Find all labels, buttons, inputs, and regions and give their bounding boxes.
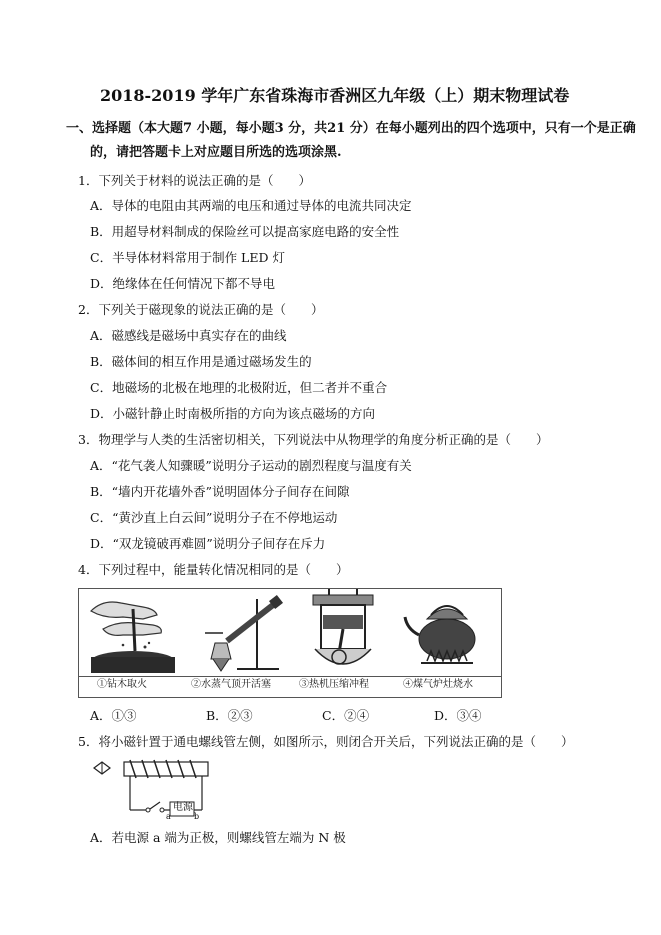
section-heading-line1: 一、选择题（本大题7 小题，每小题3 分，共21 分）在每小题列出的四个选项中，只有一个是正确 <box>66 121 636 136</box>
q5-stem: 5．将小磁针置于通电螺线管左侧，如图所示，则闭合开关后，下列说法正确的是（ ） <box>78 734 574 749</box>
q3-option-c: C．“黄沙直上白云间”说明分子在不停地运动 <box>90 510 338 525</box>
q2-option-c: C．地磁场的北极在地理的北极附近，但二者并不重合 <box>90 380 388 395</box>
q3-option-d: D．“双龙镜破再难圆”说明分子间存在斥力 <box>90 536 326 551</box>
figure-caption-2: ②水蒸气顶开活塞 <box>191 679 271 690</box>
energy-conversion-figure <box>78 588 502 698</box>
q4-option-c: C．②④ <box>322 708 370 723</box>
solenoid-circuit-figure <box>90 756 210 822</box>
q5-option-a: A．若电源 a 端为正极，则螺线管左端为 N 极 <box>90 830 346 845</box>
terminal-b-label: b <box>194 812 200 821</box>
q2-option-a: A．磁感线是磁场中真实存在的曲线 <box>90 328 287 343</box>
steam-stopper-illustration <box>187 589 287 690</box>
q4-option-d: D．③④ <box>434 708 482 723</box>
figure-caption-3: ③热机压缩冲程 <box>299 679 369 690</box>
page-title: 2018-2019 学年广东省珠海市香洲区九年级（上）期末物理试卷 <box>100 86 570 105</box>
q2-stem: 2．下列关于磁现象的说法正确的是（ ） <box>78 302 324 317</box>
q3-stem: 3．物理学与人类的生活密切相关，下列说法中从物理学的角度分析正确的是（ ） <box>78 432 549 447</box>
section-heading-line2: 的，请把答题卡上对应题目所选的选项涂黑. <box>90 145 342 160</box>
power-source-label: 电源 <box>173 802 193 813</box>
figure-caption-divider <box>79 676 501 677</box>
gas-stove-kettle-illustration <box>397 589 497 690</box>
q4-stem: 4．下列过程中，能量转化情况相同的是（ ） <box>78 562 349 577</box>
drilling-wood-illustration <box>83 589 183 690</box>
q1-option-d: D．绝缘体在任何情况下都不导电 <box>90 276 276 291</box>
q2-option-b: B．磁体间的相互作用是通过磁场发生的 <box>90 354 312 369</box>
engine-compression-illustration <box>293 589 393 690</box>
terminal-a-label: a <box>166 812 171 821</box>
q4-option-b: B．②③ <box>206 708 253 723</box>
q1-option-b: B．用超导材料制成的保险丝可以提高家庭电路的安全性 <box>90 224 400 239</box>
q4-option-a: A．①③ <box>90 708 137 723</box>
q3-option-a: A．“花气袭人知骤暖”说明分子运动的剧烈程度与温度有关 <box>90 458 412 473</box>
figure-caption-1: ①钻木取火 <box>97 679 147 690</box>
figure-caption-4: ④煤气炉灶烧水 <box>403 679 473 690</box>
q1-option-a: A．导体的电阻由其两端的电压和通过导体的电流共同决定 <box>90 198 412 213</box>
q1-stem: 1．下列关于材料的说法正确的是（ ） <box>78 173 311 188</box>
q3-option-b: B．“墙内开花墙外香”说明固体分子间存在间隙 <box>90 484 350 499</box>
q2-option-d: D．小磁针静止时南极所指的方向为该点磁场的方向 <box>90 406 376 421</box>
q1-option-c: C．半导体材料常用于制作 LED 灯 <box>90 250 285 265</box>
